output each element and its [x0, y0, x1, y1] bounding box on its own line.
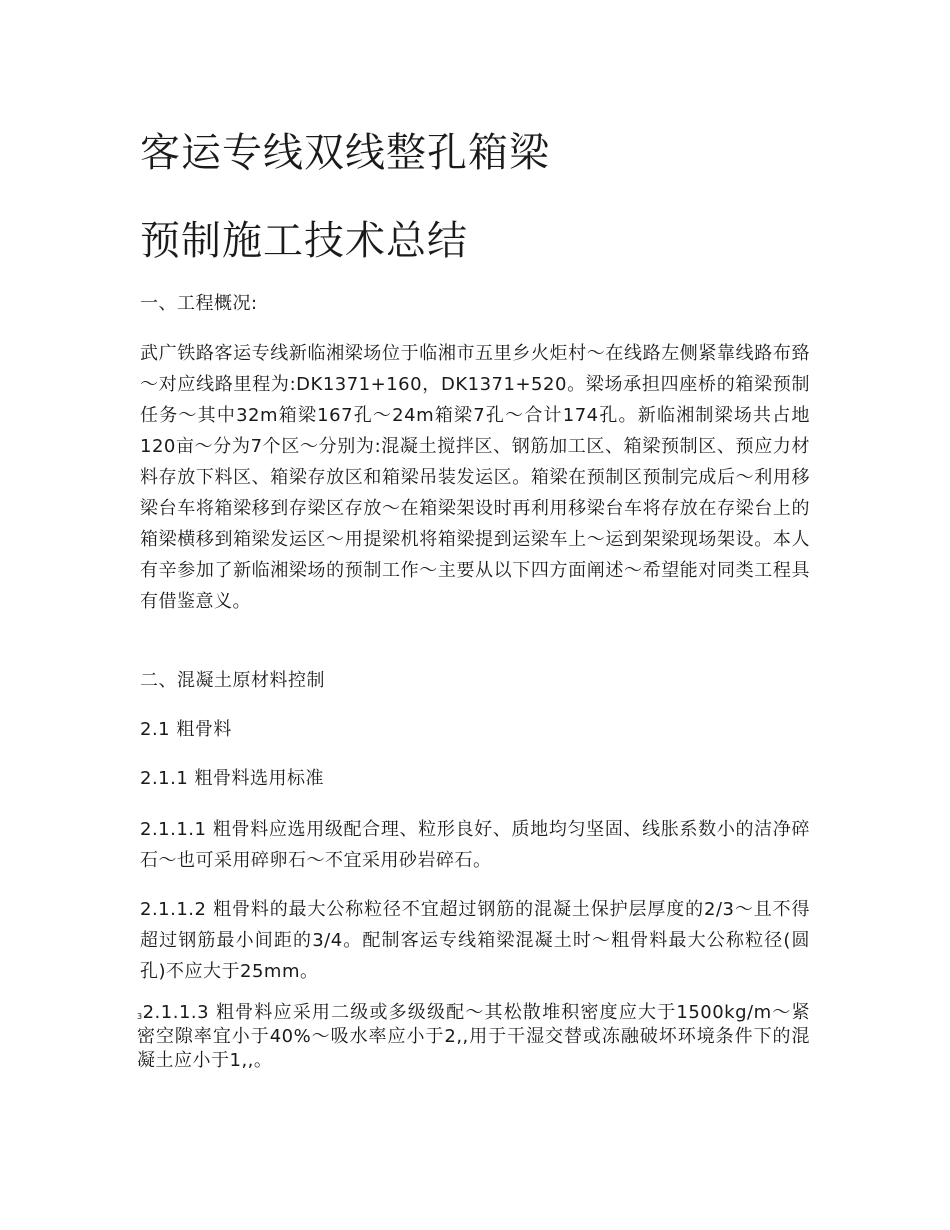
subsection-2-1-heading: 2.1 粗骨料 [140, 719, 232, 740]
section-2-heading: 二、混凝土原材料控制 [140, 670, 325, 691]
document-title-line-1: 客运专线双线整孔箱梁 [140, 130, 550, 176]
superscript-3: 3 [137, 1012, 143, 1021]
subsection-2-1-1-heading: 2.1.1 粗骨料选用标准 [140, 768, 325, 789]
overview-paragraph: 武广铁路客运专线新临湘梁场位于临湘市五里乡火炬村～在线路左侧紧靠线路布臵～对应线路里程为:DK1371+160，DK1371+520。梁场承担四座桥的箱梁预制任务～其中32m箱梁167孔～24m箱梁7孔～合计174孔。新临湘制梁场共占地120亩～分为7个区～分别为:混凝土搅拌区、钢筋加工区、箱梁预制区、预应力材料存放下料区、箱梁存放区和箱梁吊装发运区。箱梁在预制区预制完成后～利用移梁台车将箱梁移到存梁区存放～在箱梁架设时再利用移梁台车将存放在存梁台上的箱梁横移到箱梁发运区～用提梁机将箱梁提到运梁车上～运到架梁现场架设。本人有辛参加了新临湘梁场的预制工作～主要从以下四方面阐述～希望能对同类工程具有借鉴意义。 [140, 343, 810, 612]
item-2-1-1-3-paragraph [137, 1001, 810, 1073]
section-1-heading: 一、工程概况: [140, 293, 258, 314]
document-title-line-2: 预制施工技术总结 [140, 218, 468, 264]
item-2-1-1-3-text: 2.1.1.3 粗骨料应采用二级或多级级配～其松散堆积密度应大于1500kg/m～紧密空隙率宜小于40%～吸水率应小于2,,用于干湿交替或冻融破坏环境条件下的混凝土应小于1,,。 [137, 1002, 810, 1071]
item-2-1-1-2-paragraph: 2.1.1.2 粗骨料的最大公称粒径不宜超过钢筋的混凝土保护层厚度的2/3～且不得超过钢筋最小间距的3/4。配制客运专线箱梁混凝土时～粗骨料最大公称粒径(圆孔)不应大于25mm。 [140, 899, 810, 982]
item-2-1-1-1-paragraph: 2.1.1.1 粗骨料应选用级配合理、粒形良好、质地均匀坚固、线胀系数小的洁净碎石～也可采用碎卵石～不宜采用砂岩碎石。 [140, 819, 810, 871]
